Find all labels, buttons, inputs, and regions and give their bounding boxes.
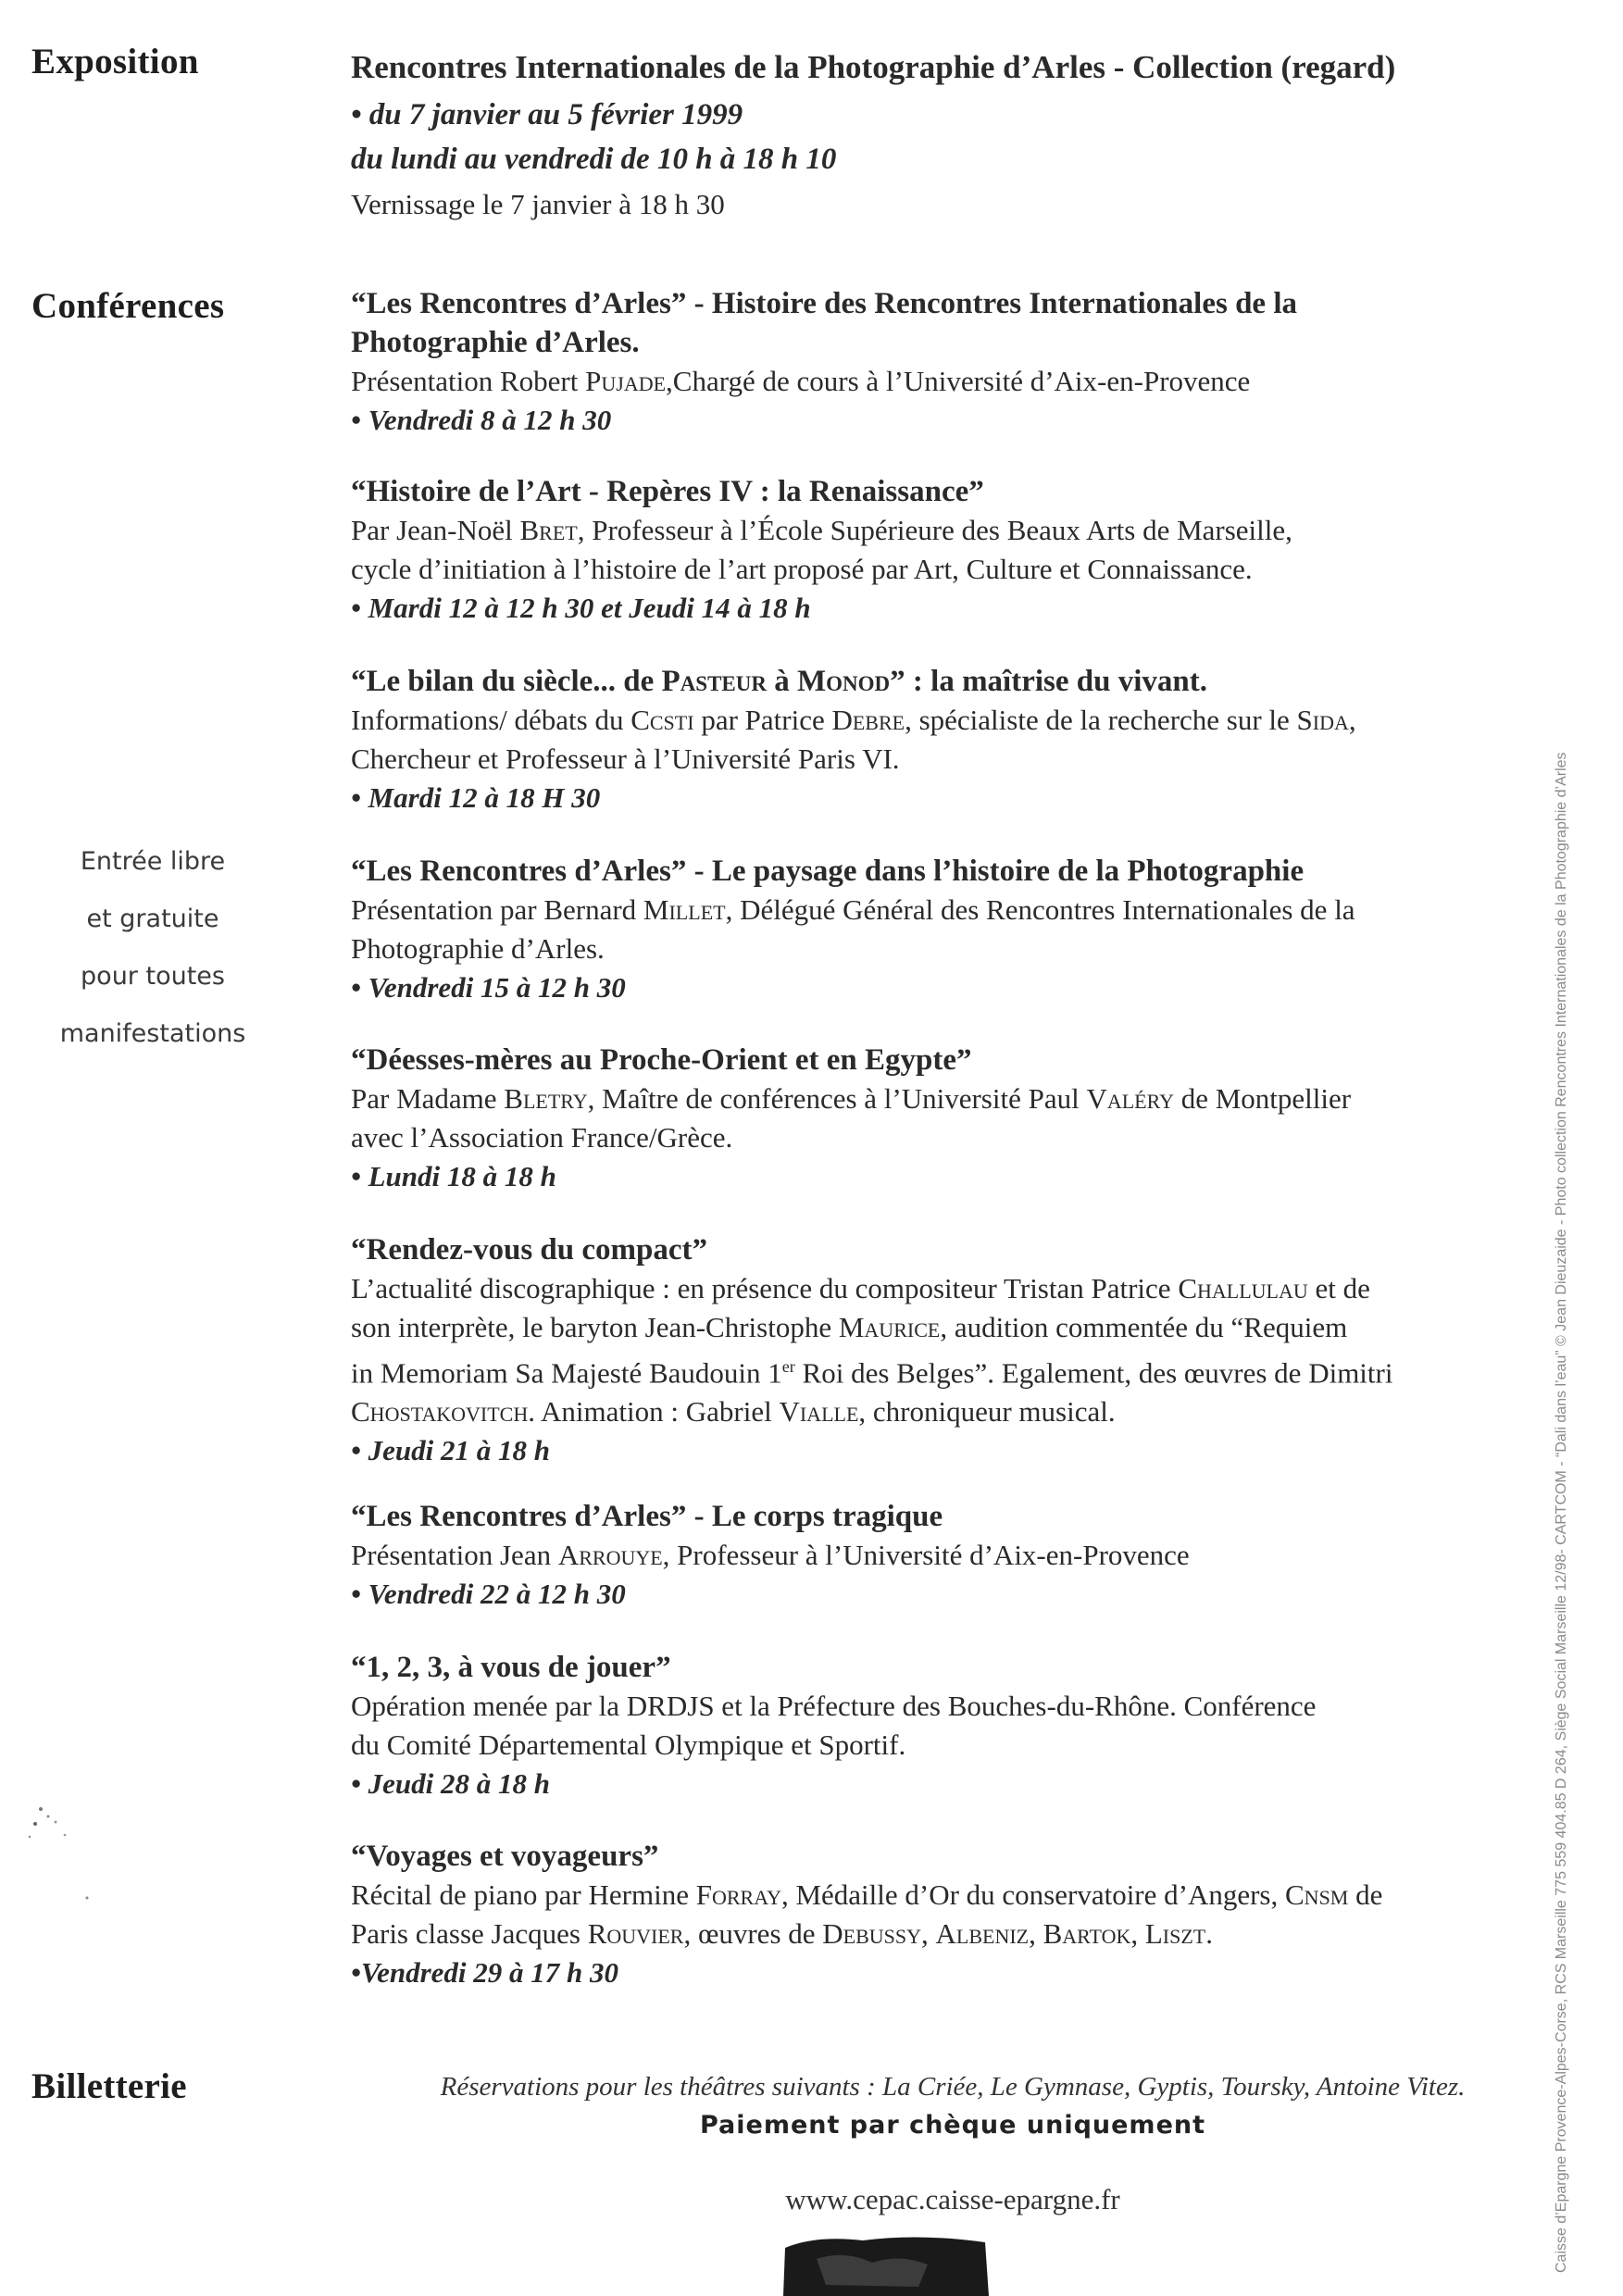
conference-date: • Vendredi 22 à 12 h 30 <box>351 1578 626 1610</box>
text: , Professeur à l’Université d’Aix-en-Provence <box>662 1539 1190 1571</box>
conference-title: “Rendez-vous du compact” <box>351 1233 707 1267</box>
text: par Patrice <box>693 704 832 736</box>
name: Valéry <box>1086 1082 1174 1115</box>
name: Rouvier <box>587 1917 684 1950</box>
conference-title <box>351 662 1554 701</box>
text: , <box>921 1917 936 1950</box>
free-entry-note <box>28 833 278 1063</box>
conference-date: • Vendredi 8 à 12 h 30 <box>351 404 612 436</box>
name: Vialle <box>779 1395 859 1429</box>
conference-item-9 <box>351 1837 1554 1992</box>
exposition-title: Rencontres Internationales de la Photographie d’Arles - Collection (regard) <box>351 49 1396 85</box>
name: Cnsm <box>1285 1878 1349 1911</box>
conference-description <box>351 1269 1554 1308</box>
conference-description <box>351 362 1554 401</box>
text: , Délégué Général des Rencontres Internationales de la <box>725 893 1355 926</box>
conference-description-cont: du Comité Départemental Olympique et Sportif. <box>351 1728 906 1761</box>
heading-billetterie: Billetterie <box>31 2066 187 2106</box>
text: , Professeur à l’École Supérieure des Beaux Arts de Marseille, <box>577 514 1292 546</box>
name: Monod <box>797 665 891 698</box>
conference-title: “Voyages et voyageurs” <box>351 1840 659 1873</box>
free-entry-line: Entrée libre <box>80 847 226 876</box>
name: Chostakovitch <box>351 1395 529 1429</box>
text: , œuvres de <box>683 1917 823 1950</box>
conference-description-cont: Photographie d’Arles. <box>351 932 605 965</box>
conference-title: “Histoire de l’Art - Repères IV : la Renaissance” <box>351 475 984 508</box>
text: . Animation : Gabriel <box>528 1395 780 1429</box>
name: Ccsti <box>630 704 694 736</box>
text: , chroniqueur musical. <box>858 1395 1116 1429</box>
conference-date: • Mardi 12 à 12 h 30 et Jeudi 14 à 18 h <box>351 592 811 624</box>
speaker-name: Millet <box>643 893 726 926</box>
text: ” : la maîtrise du vivant. <box>890 665 1207 698</box>
cropped-photo-strip <box>780 2231 993 2296</box>
conference-description-cont: Chercheur et Professeur à l’Université Paris VI. <box>351 742 900 775</box>
conference-description-cont: cycle d’initiation à l’histoire de l’art proposé par Art, Culture et Connaissance. <box>351 553 1253 585</box>
name: Pasteur <box>661 665 767 698</box>
speaker-name: Bletry <box>504 1082 588 1115</box>
conference-title: “Déesses-mères au Proche-Orient et en Egypte” <box>351 1043 972 1077</box>
text: , spécialiste de la recherche sur le <box>905 704 1297 736</box>
conference-item-5 <box>351 1041 1554 1196</box>
conference-title-cont: Photographie d’Arles. <box>351 326 640 359</box>
conference-item-7 <box>351 1497 1554 1614</box>
conference-description <box>351 1876 1554 1915</box>
heading-exposition: Exposition <box>31 42 199 81</box>
conference-title: “1, 2, 3, à vous de jouer” <box>351 1651 671 1684</box>
name: Debussy <box>822 1917 922 1950</box>
name: Albeniz <box>935 1917 1030 1950</box>
heading-conferences: Conférences <box>31 286 225 326</box>
conference-item-4 <box>351 852 1554 1007</box>
exposition-vernissage: Vernissage le 7 janvier à 18 h 30 <box>351 188 725 220</box>
conference-date: • Jeudi 21 à 18 h <box>351 1434 550 1467</box>
text: in Memoriam Sa Majesté Baudouin 1 <box>351 1356 782 1390</box>
speaker-name: Bret <box>519 514 578 546</box>
speaker-name: Debre <box>831 704 905 736</box>
conference-description <box>351 1536 1554 1575</box>
text: Par Jean-Noël <box>351 514 520 546</box>
name: Challulau <box>1178 1272 1308 1304</box>
text: L’actualité discographique : en présence du compositeur Tristan Patrice <box>351 1272 1179 1304</box>
conference-date: •Vendredi 29 à 17 h 30 <box>351 1956 619 1989</box>
text: Présentation par Bernard <box>351 893 643 926</box>
name: Sida <box>1296 704 1349 736</box>
conference-date: • Mardi 12 à 18 H 30 <box>351 781 601 814</box>
text: , Médaille d’Or du conservatoire d’Angers, <box>780 1878 1285 1911</box>
text: Paris classe Jacques <box>351 1917 588 1950</box>
billetterie-payment: Paiement par chèque uniquement <box>699 2111 1206 2140</box>
conference-description <box>351 511 1554 550</box>
conference-item-6 <box>351 1230 1554 1470</box>
text: de <box>1348 1878 1383 1911</box>
text: , <box>1348 704 1356 736</box>
conference-title: “Les Rencontres d’Arles” - Histoire des Rencontres Internationales de la <box>351 287 1297 320</box>
conference-title: “Les Rencontres d’Arles” - Le paysage dans l’histoire de la Photographie <box>351 855 1305 888</box>
text: , audition commentée du “Requiem <box>940 1311 1348 1343</box>
text: “Le bilan du siècle... de <box>351 665 662 698</box>
conference-description <box>351 891 1554 930</box>
text: de Montpellier <box>1173 1082 1352 1115</box>
conference-description <box>351 701 1554 740</box>
speaker-name: Forray <box>695 1878 781 1911</box>
text: Présentation Robert <box>351 365 586 397</box>
conference-description-cont: avec l’Association France/Grèce. <box>351 1121 733 1154</box>
name: Bartok <box>1042 1917 1131 1950</box>
text: , Maître de conférences à l’Université Paul <box>587 1082 1087 1115</box>
conference-date: • Lundi 18 à 18 h <box>351 1160 556 1192</box>
conference-item-1 <box>351 284 1554 440</box>
exposition-hours: du lundi au vendredi de 10 h à 18 h 10 <box>351 143 837 176</box>
conference-description-cont <box>351 1915 1554 1953</box>
conference-description: Opération menée par la DRDJS et la Préfecture des Bouches-du-Rhône. Conférence <box>351 1690 1317 1722</box>
text: Roi des Belges”. Egalement, des œuvres de Dimitri <box>794 1356 1393 1390</box>
text: ,Chargé de cours à l’Université d’Aix-en-Provence <box>666 365 1251 397</box>
text: Présentation Jean <box>351 1539 558 1571</box>
text: à <box>767 665 797 698</box>
text: son interprète, le baryton Jean-Christophe <box>351 1311 839 1343</box>
free-entry-line: manifestations <box>59 1019 246 1048</box>
billetterie-reservations: Réservations pour les théâtres suivants : La Criée, Le Gymnase, Gyptis, Toursky, Antoine Vitez. <box>440 2072 1466 2102</box>
conference-date: • Vendredi 15 à 12 h 30 <box>351 971 626 1004</box>
speaker-name: Pujade <box>585 365 667 397</box>
superscript: er <box>781 1357 795 1376</box>
name: Liszt <box>1144 1917 1206 1950</box>
conference-item-2 <box>351 472 1554 628</box>
name: Maurice <box>838 1311 941 1343</box>
text: , <box>1029 1917 1043 1950</box>
conference-description-cont <box>351 1392 1554 1431</box>
free-entry-line: pour toutes <box>81 962 225 991</box>
speaker-name: Arrouye <box>557 1539 663 1571</box>
text: . <box>1205 1917 1213 1950</box>
text: Informations/ débats du <box>351 704 631 736</box>
text: , <box>1130 1917 1145 1950</box>
conference-description <box>351 1079 1554 1118</box>
exposition-block <box>351 46 1554 224</box>
text: et de <box>1307 1272 1370 1304</box>
conference-description-cont <box>351 1347 1554 1392</box>
exposition-dates: • du 7 janvier au 5 février 1999 <box>351 98 743 131</box>
vertical-credit-text: Caisse d’Epargne Provence-Alpes-Corse, RCS Marseille 775 559 404.85 D 264, Siège Social Marseille 12/98- CARTCOM - “Dali dans l’eau” © Jean Dieuzaide - Photo collection Rencontres Internationales de la Photographie d’Arles <box>1554 752 1569 2273</box>
text: Récital de piano par Hermine <box>351 1878 696 1911</box>
conference-description-cont <box>351 1308 1554 1347</box>
conference-date: • Jeudi 28 à 18 h <box>351 1767 550 1800</box>
conference-title: “Les Rencontres d’Arles” - Le corps tragique <box>351 1500 943 1533</box>
scan-specks <box>9 1796 93 1907</box>
text: Par Madame <box>351 1082 505 1115</box>
free-entry-line: et gratuite <box>86 905 219 933</box>
conference-item-3 <box>351 662 1554 817</box>
conference-item-8 <box>351 1648 1554 1803</box>
website-link[interactable]: www.cepac.caisse-epargne.fr <box>785 2183 1120 2215</box>
